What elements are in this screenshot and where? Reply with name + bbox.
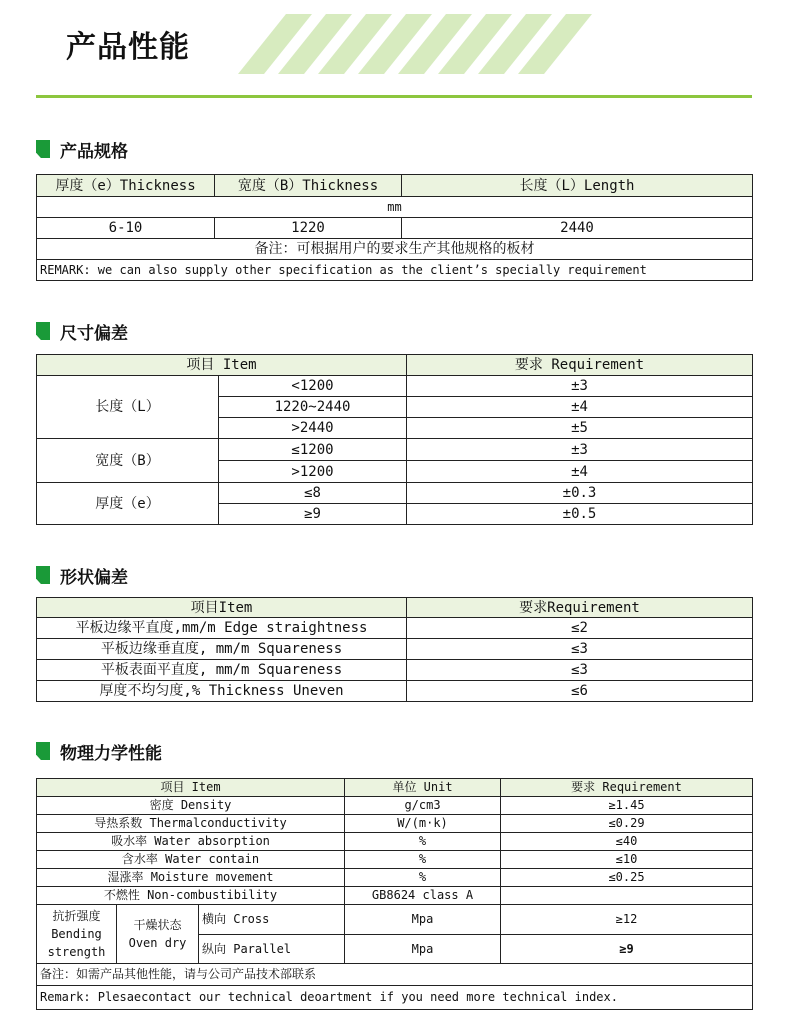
size-group-thickness: 厚度（e）: [37, 483, 219, 525]
section-marker-icon: [36, 566, 50, 584]
size-tolerance-table: [36, 354, 753, 525]
size-req: ±0.3: [407, 483, 753, 504]
bending-req: ≥12: [501, 905, 753, 935]
bending-req: ≥9: [501, 935, 753, 964]
physical-note-cn: 备注：如需产品其他性能，请与公司产品技术部联系: [37, 964, 753, 986]
size-group-length: 长度（L）: [37, 376, 219, 439]
size-range: ≤1200: [219, 439, 407, 461]
physical-req: ≤0.29: [501, 815, 753, 833]
physical-unit: W/(m·k): [345, 815, 501, 833]
physical-item: 导热系数 Thermalconductivity: [37, 815, 345, 833]
size-range: >2440: [219, 418, 407, 439]
shape-req: ≤2: [407, 618, 753, 639]
size-group-width: 宽度（B）: [37, 439, 219, 483]
size-req: ±5: [407, 418, 753, 439]
physical-req: ≥1.45: [501, 797, 753, 815]
spec-value-length: 2440: [402, 218, 753, 239]
physical-item: 不燃性 Non-combustibility: [37, 887, 345, 905]
physical-item: 密度 Density: [37, 797, 345, 815]
section-heading-size: [36, 320, 128, 342]
decorative-stripes: [238, 14, 610, 74]
section-title: 尺寸偏差: [60, 323, 128, 344]
physical-unit: %: [345, 833, 501, 851]
shape-item: 平板边缘平直度,mm/m Edge straightness: [37, 618, 407, 639]
size-header-item: 项目 Item: [37, 355, 407, 376]
physical-item: 湿涨率 Moisture movement: [37, 869, 345, 887]
shape-item: 平板边缘垂直度, mm/m Squareness: [37, 639, 407, 660]
size-req: ±3: [407, 439, 753, 461]
spec-header-width: 宽度（B）Thickness: [215, 175, 402, 197]
bending-label-en2: strength: [47, 945, 106, 959]
page-title: 产品性能: [66, 30, 190, 65]
physical-table: [36, 778, 753, 1010]
physical-header-item: 项目 Item: [37, 779, 345, 797]
physical-unit: %: [345, 869, 501, 887]
size-range: >1200: [219, 461, 407, 483]
bending-direction: 横向 Cross: [199, 905, 345, 935]
physical-item: 吸水率 Water absorption: [37, 833, 345, 851]
shape-header-req: 要求Requirement: [407, 598, 753, 618]
physical-req: ≤10: [501, 851, 753, 869]
shape-header-item: 项目Item: [37, 598, 407, 618]
spec-table: [36, 174, 753, 281]
physical-unit: %: [345, 851, 501, 869]
shape-req: ≤3: [407, 660, 753, 681]
section-title: 产品规格: [60, 141, 128, 162]
bending-unit: Mpa: [345, 905, 501, 935]
size-req: ±0.5: [407, 504, 753, 525]
section-heading-physical: [36, 740, 162, 762]
bending-condition: [117, 905, 199, 964]
section-marker-icon: [36, 322, 50, 340]
physical-unit: GB8624 class A: [345, 887, 501, 905]
shape-req: ≤3: [407, 639, 753, 660]
bending-cond-cn: 干燥状态: [133, 918, 182, 932]
section-marker-icon: [36, 140, 50, 158]
spec-note-cn: 备注：可根据用户的要求生产其他规格的板材: [37, 239, 753, 260]
section-heading-spec: [36, 138, 128, 160]
bending-strength-label: [37, 905, 117, 964]
size-range: <1200: [219, 376, 407, 397]
physical-header-unit: 单位 Unit: [345, 779, 501, 797]
size-range: ≥9: [219, 504, 407, 525]
bending-label-en1: Bending: [51, 927, 102, 941]
spec-value-thickness: 6-10: [37, 218, 215, 239]
title-divider: [36, 95, 752, 98]
section-marker-icon: [36, 742, 50, 760]
physical-unit: g/cm3: [345, 797, 501, 815]
size-req: ±4: [407, 397, 753, 418]
section-title: 物理力学性能: [60, 743, 162, 764]
shape-req: ≤6: [407, 681, 753, 702]
spec-value-width: 1220: [215, 218, 402, 239]
spec-header-thickness: 厚度（e）Thickness: [37, 175, 215, 197]
size-header-req: 要求 Requirement: [407, 355, 753, 376]
section-heading-shape: [36, 564, 128, 586]
spec-header-length: 长度（L）Length: [402, 175, 753, 197]
physical-req: ≤40: [501, 833, 753, 851]
spec-unit: mm: [37, 197, 753, 218]
physical-req: [501, 887, 753, 905]
physical-header-req: 要求 Requirement: [501, 779, 753, 797]
section-title: 形状偏差: [60, 567, 128, 588]
bending-direction: 纵向 Parallel: [199, 935, 345, 964]
shape-tolerance-table: [36, 597, 753, 702]
size-range: 1220~2440: [219, 397, 407, 418]
bending-cond-en: Oven dry: [128, 936, 187, 950]
bending-unit: Mpa: [345, 935, 501, 964]
size-range: ≤8: [219, 483, 407, 504]
physical-item: 含水率 Water contain: [37, 851, 345, 869]
physical-note-en: Remark: Plesaecontact our technical deoartment if you need more technical index.: [37, 986, 753, 1010]
physical-req: ≤0.25: [501, 869, 753, 887]
size-req: ±3: [407, 376, 753, 397]
size-req: ±4: [407, 461, 753, 483]
shape-item: 平板表面平直度, mm/m Squareness: [37, 660, 407, 681]
bending-label-cn: 抗折强度: [52, 909, 101, 923]
spec-note-en: REMARK: we can also supply other specification as the client’s specially requirement: [37, 260, 753, 281]
shape-item: 厚度不均匀度,% Thickness Uneven: [37, 681, 407, 702]
